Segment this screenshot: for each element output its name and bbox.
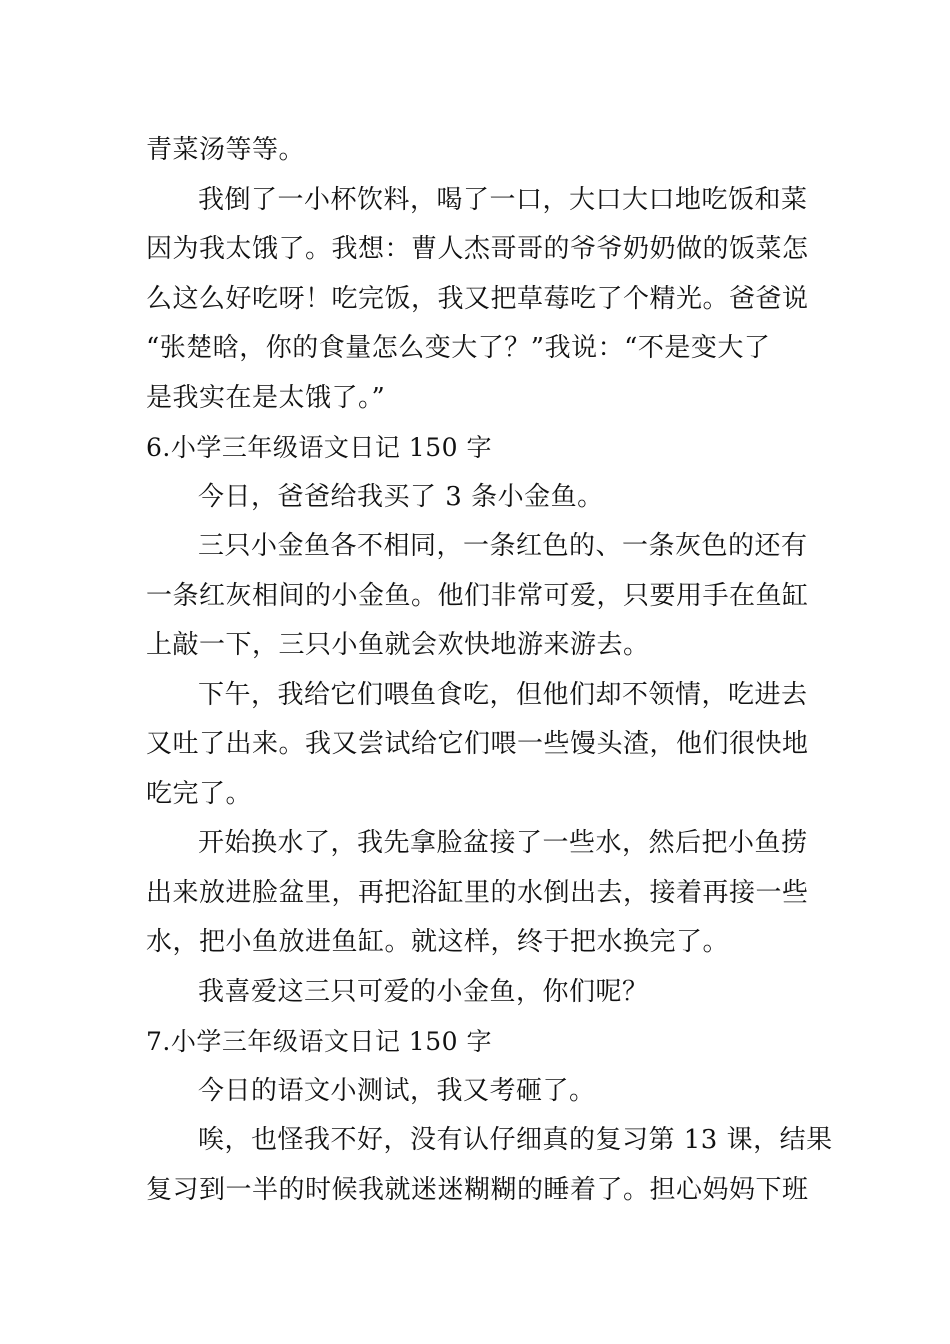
document-page bbox=[146, 126, 833, 1215]
text-line-5: “张楚晗，你的食量怎么变大了？”我说：“不是变大了 bbox=[146, 333, 771, 363]
text-line-22: 复习到一半的时候我就迷迷糊糊的睡着了。担心妈妈下班 bbox=[146, 1174, 809, 1205]
text-line-6: 是我实在是太饿了。” bbox=[146, 382, 386, 413]
text-line-18: 我喜爱这三只可爱的小金鱼，你们呢？ bbox=[198, 976, 649, 1007]
text-line-20: 今日的语文小测试，我又考砸了。 bbox=[198, 1075, 596, 1106]
text-line-4: 么这么好吃呀！吃完饭，我又把草莓吃了个精光。爸爸说 bbox=[146, 283, 809, 314]
text-line-17: 水，把小鱼放进鱼缸。就这样，终于把水换完了。 bbox=[146, 927, 730, 957]
text-line-21: 唉，也怪我不好，没有认仔细真的复习第 13 课，结果 bbox=[198, 1125, 833, 1155]
text-line-3: 因为我太饿了。我想：曹人杰哥哥的爷爷奶奶做的饭菜怎 bbox=[146, 234, 809, 264]
text-line-2: 我倒了一小杯饮料，喝了一口，大口大口地吃饭和菜 bbox=[198, 184, 808, 215]
text-line-10: 一条红灰相间的小金鱼。他们非常可爱，只要用手在鱼缸 bbox=[146, 580, 809, 611]
text-line-12: 下午，我给它们喂鱼食吃，但他们却不领情，吃进去 bbox=[198, 679, 808, 710]
section-heading-6: 6.小学三年级语文日记 150 字 bbox=[146, 433, 492, 462]
text-line-9: 三只小金鱼各不相同，一条红色的、一条灰色的还有 bbox=[198, 531, 808, 561]
text-line-15: 开始换水了，我先拿脸盆接了一些水，然后把小鱼捞 bbox=[198, 828, 808, 858]
text-line-14: 吃完了。 bbox=[146, 778, 253, 809]
text-line-16: 出来放进脸盆里，再把浴缸里的水倒出去，接着再接一些 bbox=[146, 877, 809, 908]
text-line-8: 今日，爸爸给我买了 3 条小金鱼。 bbox=[198, 481, 604, 512]
text-line-11: 上敲一下，三只小鱼就会欢快地游来游去。 bbox=[146, 630, 650, 660]
text-line-1: 青菜汤等等。 bbox=[146, 135, 306, 165]
section-heading-7: 7.小学三年级语文日记 150 字 bbox=[146, 1027, 492, 1056]
text-line-13: 又吐了出来。我又尝试给它们喂一些馒头渣，他们很快地 bbox=[146, 729, 809, 759]
